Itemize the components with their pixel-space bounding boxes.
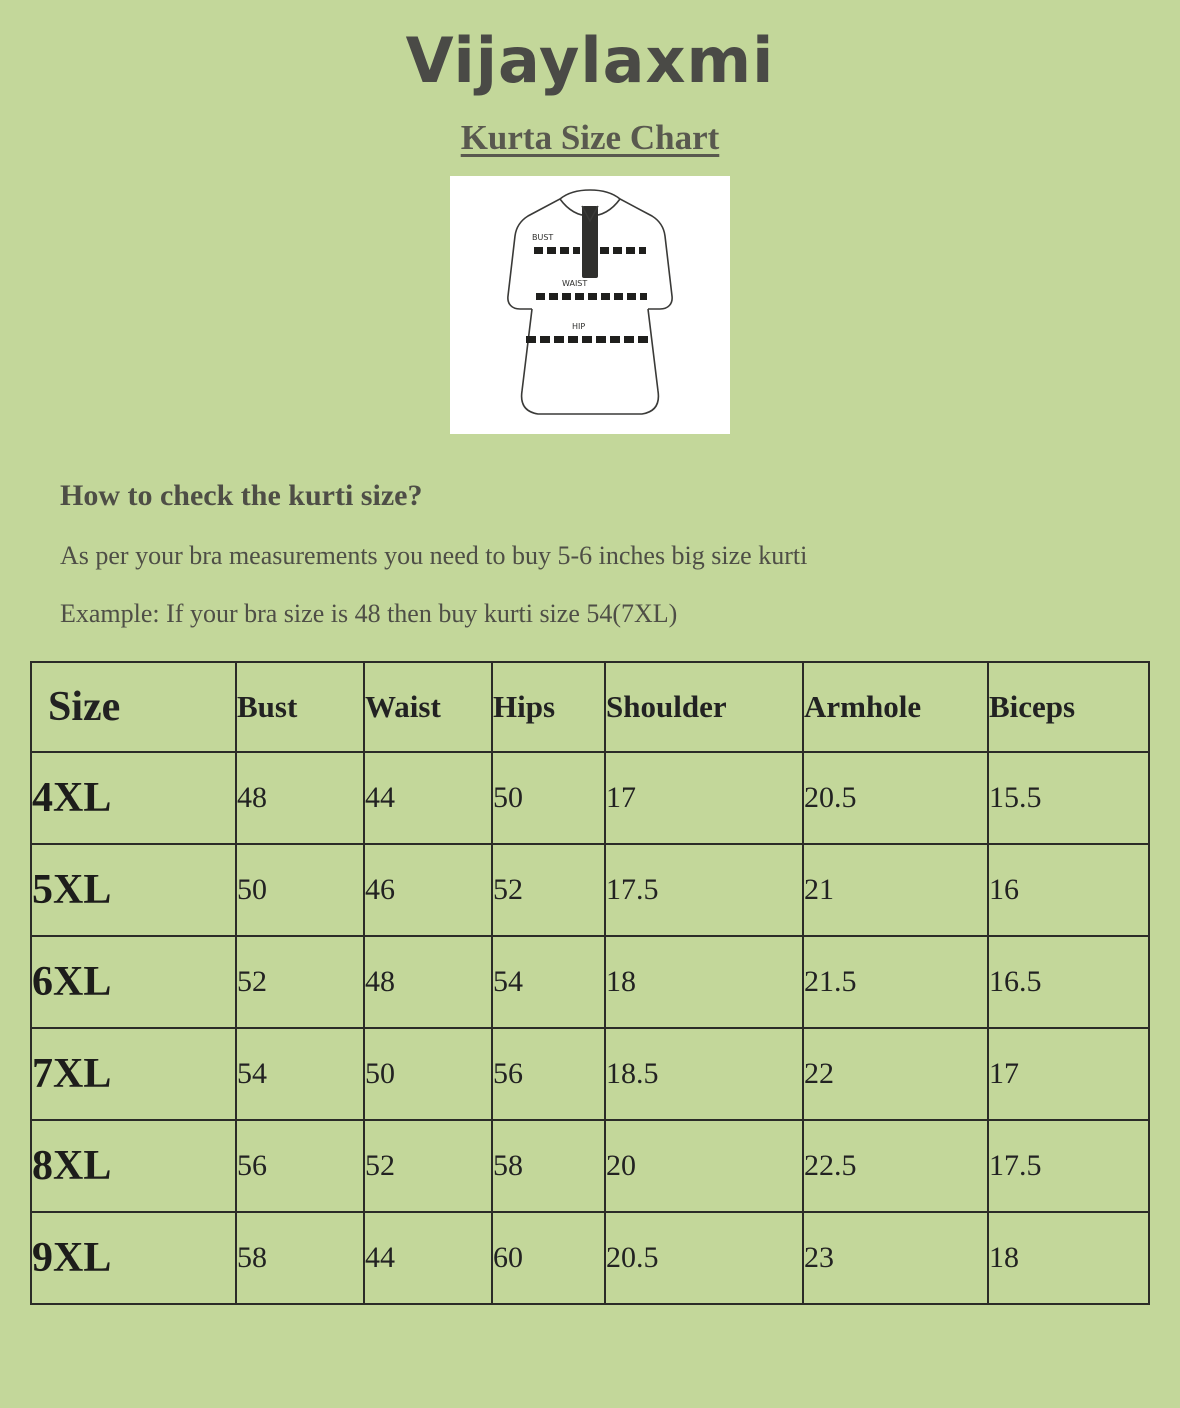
cell-hips: 56 — [492, 1028, 605, 1120]
column-header-shoulder: Shoulder — [605, 662, 803, 752]
cell-size: 4XL — [31, 752, 236, 844]
cell-shoulder: 18.5 — [605, 1028, 803, 1120]
cell-size: 6XL — [31, 936, 236, 1028]
column-header-hips: Hips — [492, 662, 605, 752]
cell-shoulder: 17.5 — [605, 844, 803, 936]
cell-waist: 50 — [364, 1028, 492, 1120]
column-header-size: Size — [31, 662, 236, 752]
cell-size: 8XL — [31, 1120, 236, 1212]
table-row — [31, 752, 1149, 844]
cell-armhole: 22 — [803, 1028, 988, 1120]
cell-shoulder: 20.5 — [605, 1212, 803, 1304]
cell-armhole: 21.5 — [803, 936, 988, 1028]
cell-biceps: 15.5 — [988, 752, 1149, 844]
cell-armhole: 21 — [803, 844, 988, 936]
table-row — [31, 1212, 1149, 1304]
cell-armhole: 22.5 — [803, 1120, 988, 1212]
cell-hips: 58 — [492, 1120, 605, 1212]
cell-hips: 54 — [492, 936, 605, 1028]
cell-shoulder: 20 — [605, 1120, 803, 1212]
cell-size: 9XL — [31, 1212, 236, 1304]
cell-size: 7XL — [31, 1028, 236, 1120]
cell-biceps: 16.5 — [988, 936, 1149, 1028]
cell-armhole: 20.5 — [803, 752, 988, 844]
cell-hips: 60 — [492, 1212, 605, 1304]
howto-heading: How to check the kurti size? — [60, 479, 423, 512]
howto-paragraph-2: Example: If your bra size is 48 then buy kurti size 54(7XL) — [60, 599, 678, 628]
cell-shoulder: 18 — [605, 936, 803, 1028]
table-body — [31, 752, 1149, 1304]
cell-bust: 54 — [236, 1028, 364, 1120]
cell-shoulder: 17 — [605, 752, 803, 844]
table-row — [31, 936, 1149, 1028]
figure-label-bust: BUST — [532, 233, 554, 242]
cell-size: 5XL — [31, 844, 236, 936]
figure-label-waist: WAIST — [562, 279, 588, 288]
column-header-biceps: Biceps — [988, 662, 1149, 752]
cell-waist: 44 — [364, 1212, 492, 1304]
cell-biceps: 18 — [988, 1212, 1149, 1304]
brand-title: Vijaylaxmi — [405, 24, 775, 97]
size-table — [30, 661, 1150, 1305]
cell-bust: 50 — [236, 844, 364, 936]
table-row — [31, 844, 1149, 936]
cell-bust: 48 — [236, 752, 364, 844]
howto-paragraph-1: As per your bra measurements you need to buy 5-6 inches big size kurti — [60, 541, 808, 570]
cell-biceps: 16 — [988, 844, 1149, 936]
cell-hips: 52 — [492, 844, 605, 936]
cell-waist: 48 — [364, 936, 492, 1028]
cell-hips: 50 — [492, 752, 605, 844]
column-header-bust: Bust — [236, 662, 364, 752]
page-title: Kurta Size Chart — [460, 118, 720, 157]
cell-bust: 52 — [236, 936, 364, 1028]
table-row — [31, 1028, 1149, 1120]
cell-armhole: 23 — [803, 1212, 988, 1304]
figure-label-hip: HIP — [572, 322, 586, 331]
cell-biceps: 17.5 — [988, 1120, 1149, 1212]
cell-bust: 58 — [236, 1212, 364, 1304]
cell-biceps: 17 — [988, 1028, 1149, 1120]
table-row — [31, 1120, 1149, 1212]
figure-container — [0, 176, 1180, 434]
table-header — [31, 662, 1149, 752]
cell-waist: 46 — [364, 844, 492, 936]
cell-bust: 56 — [236, 1120, 364, 1212]
cell-waist: 44 — [364, 752, 492, 844]
kurti-measurement-diagram — [450, 176, 730, 434]
table-header-row — [31, 662, 1149, 752]
column-header-waist: Waist — [364, 662, 492, 752]
cell-waist: 52 — [364, 1120, 492, 1212]
column-header-armhole: Armhole — [803, 662, 988, 752]
